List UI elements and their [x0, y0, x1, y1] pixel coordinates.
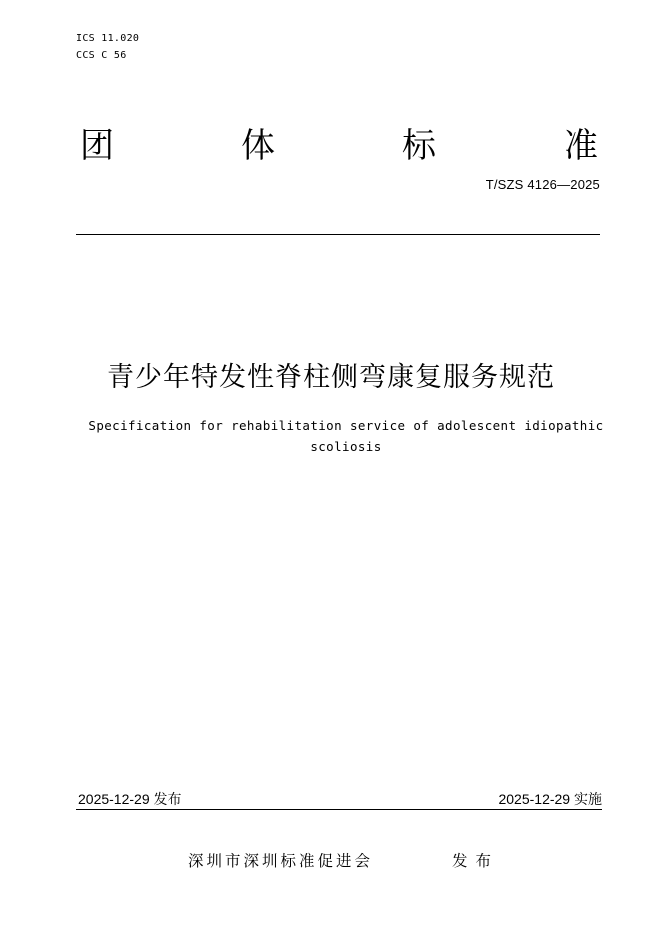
publish-date: 2025-12-29 发布 [78, 791, 182, 807]
issue-label: 发布 [452, 852, 500, 870]
ics-code: ICS 11.020 [76, 33, 140, 44]
standard-number: T/SZS 4126—2025 [485, 177, 600, 192]
english-title: Specification for rehabilitation service of adolescent idiopathic scoliosis [88, 418, 604, 454]
document-type-heading [76, 126, 600, 170]
issuing-organization: 深圳市深圳标准促进会 [188, 852, 374, 870]
implement-date: 2025-12-29 实施 [498, 791, 602, 807]
top-divider [76, 234, 600, 235]
ccs-code: CCS C 56 [76, 50, 127, 61]
chinese-title: 青少年特发性脊柱侧弯康复服务规范 [107, 362, 555, 393]
bottom-divider [76, 809, 602, 810]
doc-type-char: 准 [564, 126, 598, 166]
doc-type-char: 标 [402, 126, 436, 166]
doc-type-char: 体 [241, 126, 275, 166]
doc-type-char: 团 [80, 126, 114, 166]
